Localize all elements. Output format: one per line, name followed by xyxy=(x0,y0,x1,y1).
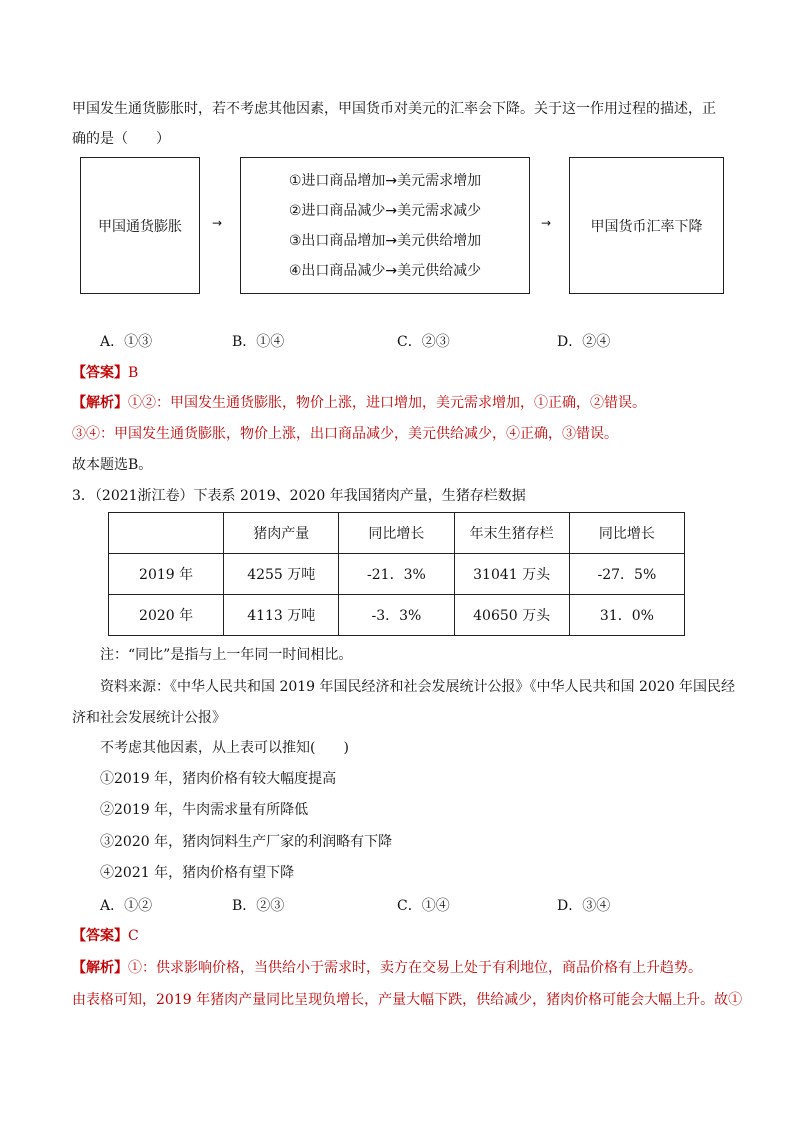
table-row xyxy=(109,554,685,595)
q2-conclusion: 故本题选B。 xyxy=(72,457,153,473)
q3-stem: 3．（2021浙江卷）下表系 2019、2020 年我国猪肉产量，生猪存栏数据 xyxy=(72,488,526,504)
flow-arrow-2: → xyxy=(541,216,552,230)
analysis-label: 【解析】 xyxy=(72,960,128,976)
flow-left-box xyxy=(80,157,200,294)
pork-data-table xyxy=(108,512,685,636)
table-cell: 31．0% xyxy=(569,595,684,636)
q3-item: ③2020 年，猪肉饲料生产厂家的利润略有下降 xyxy=(100,834,393,850)
q2-analysis-line2: ③④：甲国发生通货膨胀，物价上涨，出口商品减少，美元供给减少，④正确，③错误。 xyxy=(72,426,618,442)
q3-analysis-line2: 由表格可知，2019 年猪肉产量同比呈现负增长，产量大幅下跌，供给减少，猪肉价格可能会大幅上升。故① xyxy=(72,992,743,1008)
table-cell: -21．3% xyxy=(339,554,454,595)
table-header-cell: 同比增长 xyxy=(339,513,454,554)
q3-item: ①2019 年，猪肉价格有较大幅度提高 xyxy=(100,771,337,787)
flow-middle-box xyxy=(240,157,530,294)
table-row xyxy=(109,595,685,636)
flow-right-box xyxy=(569,157,724,294)
table-cell: 40650 万头 xyxy=(454,595,569,636)
q2-option-c: C．②③ xyxy=(397,334,450,350)
answer-label: 【答案】 xyxy=(72,365,128,381)
q3-option-d: D．③④ xyxy=(557,898,611,914)
table-header-cell: 猪肉产量 xyxy=(224,513,339,554)
table-header-cell xyxy=(109,513,224,554)
table-cell: 2019 年 xyxy=(109,554,224,595)
q2-option-b: B．①④ xyxy=(232,334,285,350)
q3-question: 不考虑其他因素，从上表可以推知( ) xyxy=(100,740,349,756)
flow-left-label: 甲国通货膨胀 xyxy=(98,218,182,235)
q2-answer xyxy=(72,363,138,383)
q3-source-line2: 济和社会发展统计公报》 xyxy=(72,710,226,726)
flow-item: ①进口商品增加→美元需求增加 xyxy=(288,172,482,189)
table-cell: -3．3% xyxy=(339,595,454,636)
q2-option-a: A．①③ xyxy=(100,334,153,350)
q2-stem-line1: 甲国发生通货膨胀时，若不考虑其他因素，甲国货币对美元的汇率会下降。关于这一作用过程的描述，正 xyxy=(72,101,716,117)
answer-label: 【答案】 xyxy=(72,928,128,944)
q3-option-c: C．①④ xyxy=(397,898,450,914)
q3-analysis-line1 xyxy=(72,958,702,978)
analysis-text: ①②：甲国发生通货膨胀，物价上涨，进口增加，美元需求增加，①正确，②错误。 xyxy=(128,395,646,411)
table-cell: -27．5% xyxy=(569,554,684,595)
table-header-cell: 同比增长 xyxy=(569,513,684,554)
table-header-cell: 年末生猪存栏 xyxy=(454,513,569,554)
q2-analysis-line1 xyxy=(72,393,646,413)
flow-item: ②进口商品减少→美元需求减少 xyxy=(288,202,482,219)
q3-answer xyxy=(72,926,139,946)
flow-item: ③出口商品增加→美元供给增加 xyxy=(288,232,482,249)
q3-item: ④2021 年，猪肉价格有望下降 xyxy=(100,865,295,881)
flow-right-label: 甲国货币汇率下降 xyxy=(590,218,703,235)
q3-option-b: B．②③ xyxy=(232,898,285,914)
q3-option-a: A．①② xyxy=(100,898,153,914)
flow-arrow-1: → xyxy=(212,216,223,230)
analysis-text: ①：供求影响价格，当供给小于需求时，卖方在交易上处于有利地位，商品价格有上升趋势。 xyxy=(128,960,702,976)
table-cell: 2020 年 xyxy=(109,595,224,636)
answer-value: C xyxy=(128,928,139,944)
answer-value: B xyxy=(128,365,139,381)
q3-note: 注：“同比”是指与上一年同一时间相比。 xyxy=(100,647,353,663)
q3-item: ②2019 年，牛肉需求量有所降低 xyxy=(100,802,309,818)
table-header-row xyxy=(109,513,685,554)
analysis-label: 【解析】 xyxy=(72,395,128,411)
q2-option-d: D．②④ xyxy=(557,334,611,350)
flow-item: ④出口商品减少→美元供给减少 xyxy=(288,262,482,279)
table-cell: 4255 万吨 xyxy=(224,554,339,595)
table-cell: 31041 万头 xyxy=(454,554,569,595)
table-cell: 4113 万吨 xyxy=(224,595,339,636)
q3-source-line1: 资料来源：《中华人民共和国 2019 年国民经济和社会发展统计公报》《中华人民共和国 2020 年国民经 xyxy=(100,679,736,695)
q2-stem-line2: 确的是（ ） xyxy=(72,131,170,147)
